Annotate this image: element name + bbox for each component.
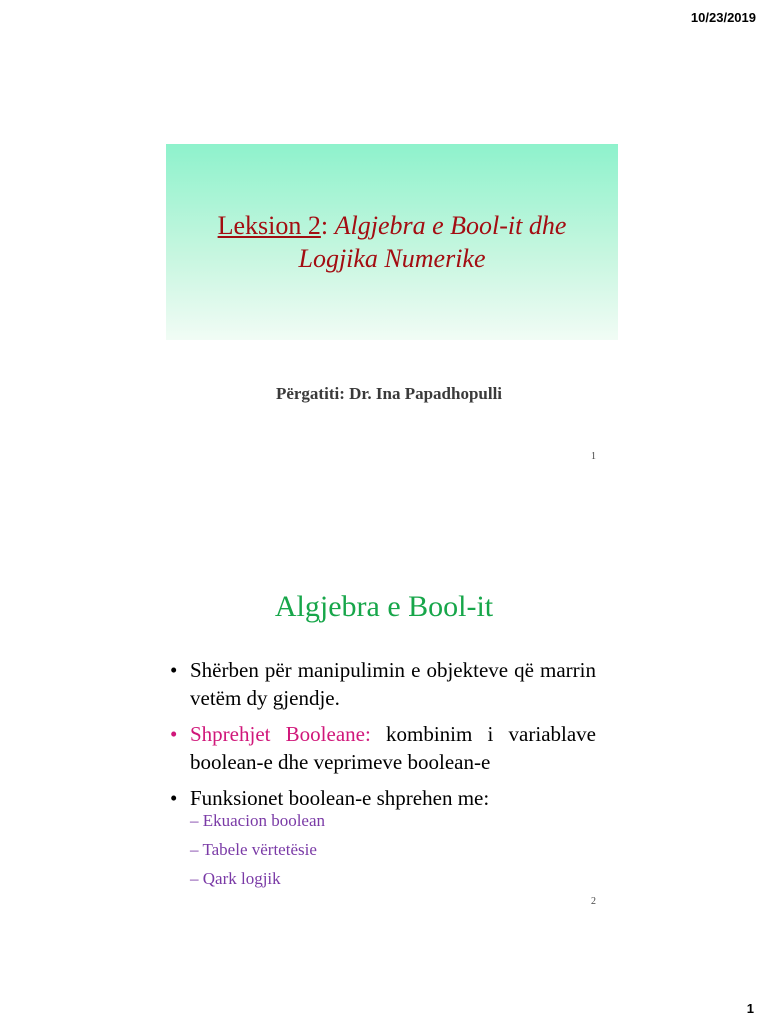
author-line: Përgatiti: Dr. Ina Papadhopulli [275,384,503,403]
title-part-1: Algjebra e Bool-it dhe [334,211,567,240]
bullet-text: Funksionet boolean-e shprehen me: [190,786,490,810]
bullet-text: Shërben për manipulimin e objekteve që marrin vetëm dy gjendje. [190,658,596,710]
bullet-item [170,784,596,812]
header-date: 10/23/2019 [690,10,756,25]
slide-2-title: Algjebra e Bool-it [274,590,494,623]
title-colon: : [320,211,329,240]
sub-bullet-list [190,810,325,897]
lesson-label: Leksion 2 [217,211,321,240]
sub-bullet-item: – Qark logjik [190,869,281,888]
title-part-2: Logjika Numerike [298,244,486,273]
bullet-text: kombinim i variablave boolean-e dhe veprimeve boolean-e [190,722,596,774]
bullet-list [170,656,596,820]
slide-number-1: 1 [591,451,596,462]
slide-number-2: 2 [591,896,596,907]
title-box [166,144,618,340]
sub-bullet-item: – Ekuacion boolean [190,811,326,830]
bullet-dot: • [170,786,178,810]
sub-bullet-item: – Tabele vërtetësie [190,840,317,859]
page-number: 1 [746,1001,754,1016]
title-line-1 [218,209,567,242]
bullet-dot: • [170,722,178,746]
bullet-item [170,656,596,712]
bullet-highlight: Shprehjet Booleane: [190,722,371,746]
bullet-dot: • [170,658,178,682]
bullet-item [170,720,596,776]
